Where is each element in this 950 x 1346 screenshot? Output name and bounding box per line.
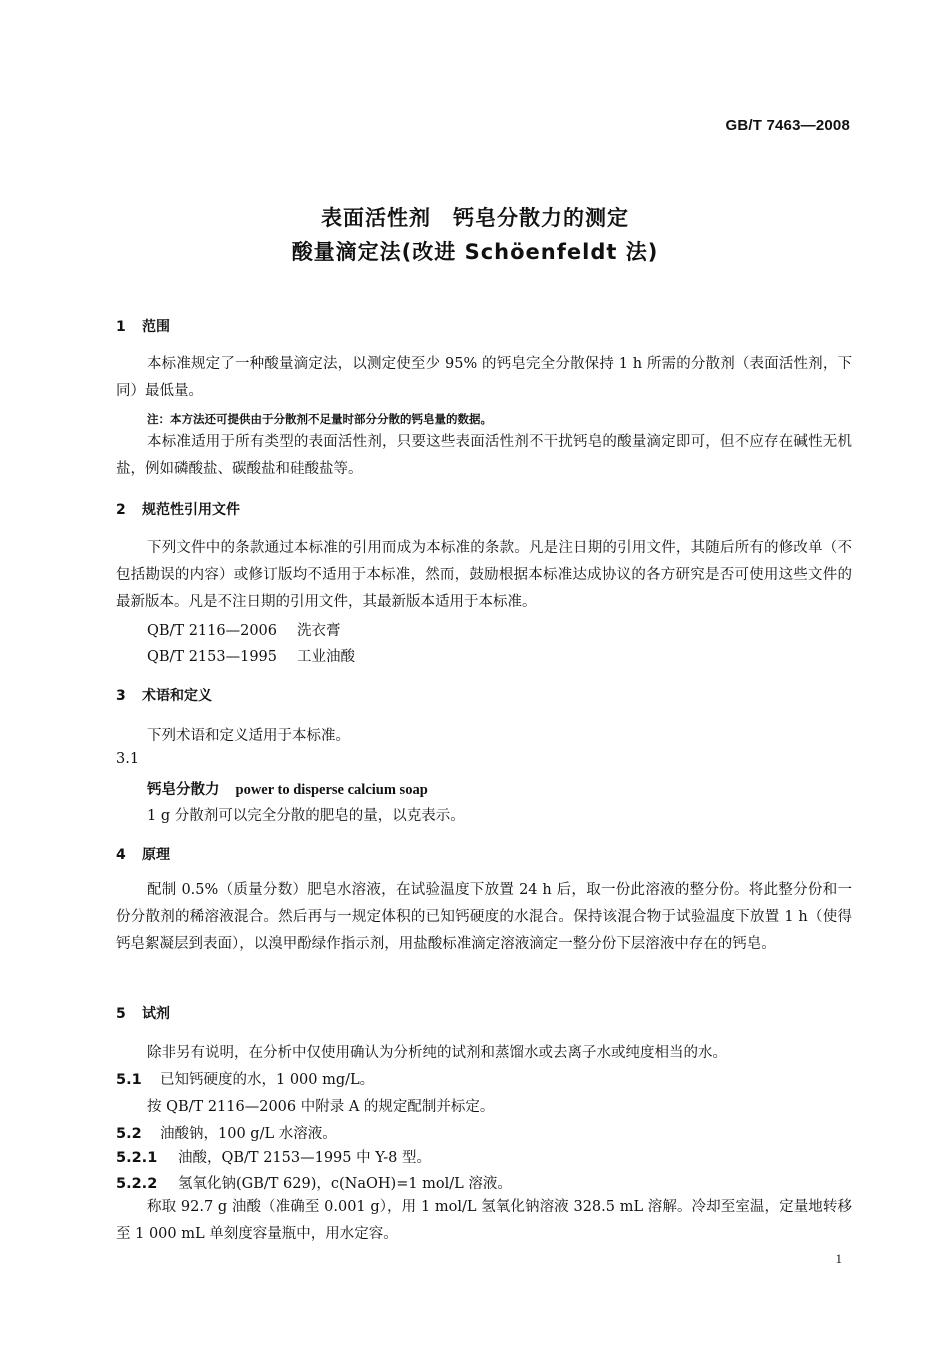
- reference-item: [147, 619, 341, 640]
- section-number: 2: [116, 502, 126, 518]
- section-2-paragraph-1: 下列文件中的条款通过本标准的引用而成为本标准的条款。凡是注日期的引用文件，其随后所有的修改单（不包括勘误的内容）或修订版均不适用于本标准，然而，鼓励根据本标准达成协议的各方研究是否可使用这些文件的最新版本。凡是不注日期的引用文件，其最新版本适用于本标准。: [116, 540, 852, 610]
- section-3-paragraph-1: 下列术语和定义适用于本标准。: [147, 728, 350, 744]
- item-text: 氢氧化钠(GB/T 629)，c(NaOH)=1 mol/L 溶液。: [178, 1176, 512, 1192]
- item-number: 5.1: [116, 1072, 142, 1088]
- section-number: 5: [116, 1006, 126, 1022]
- page-number: 1: [835, 1251, 842, 1266]
- item-5-2-2-text: 称取 92.7 g 油酸（准确至 0.001 g），用 1 mol/L 氢氧化钠溶液 328.5 mL 溶解。冷却至室温，定量地转移至 1 000 mL 单刻度容量瓶中，用水定容。: [116, 1199, 852, 1242]
- section-1-heading: [116, 316, 170, 336]
- item-number: 5.2: [116, 1126, 142, 1142]
- term-english: power to disperse calcium soap: [235, 782, 428, 798]
- item-5-1: [116, 1068, 374, 1089]
- section-5-heading: [116, 1003, 170, 1023]
- section-number: 4: [116, 847, 126, 863]
- item-5-1-text: 按 QB/T 2116—2006 中附录 A 的规定配制并标定。: [147, 1099, 495, 1115]
- section-title: 术语和定义: [142, 688, 212, 704]
- reference-code: QB/T 2153—1995: [147, 649, 278, 665]
- section-4-heading: [116, 844, 170, 864]
- section-3-heading: [116, 685, 212, 705]
- section-2-heading: [116, 499, 240, 519]
- reference-item: [147, 645, 355, 666]
- item-number: 5.2.2: [116, 1176, 158, 1192]
- section-number: 1: [116, 319, 126, 335]
- reference-code: QB/T 2116—2006: [147, 623, 278, 639]
- title-line-2: 酸量滴定法(改进 Schöenfeldt 法): [291, 240, 659, 264]
- section-title: 试剂: [142, 1006, 170, 1022]
- standard-number: GB/T 7463—2008: [725, 117, 850, 134]
- subsection-3-1-number: 3.1: [116, 751, 140, 767]
- section-5-paragraph-1: 除非另有说明，在分析中仅使用确认为分析纯的试剂和蒸馏水或去离子水或纯度相当的水。: [147, 1045, 727, 1061]
- item-text: 油酸，QB/T 2153—1995 中 Y-8 型。: [178, 1150, 431, 1166]
- item-text: 油酸钠，100 g/L 水溶液。: [160, 1126, 337, 1142]
- item-5-2-1: [116, 1146, 431, 1167]
- section-title: 原理: [142, 847, 170, 863]
- section-1-paragraph-1: 本标准规定了一种酸量滴定法，以测定使至少 95% 的钙皂完全分散保持 1 h 所需的分散剂（表面活性剂，下同）最低量。: [116, 356, 852, 399]
- item-5-2: [116, 1122, 337, 1143]
- section-title: 规范性引用文件: [142, 502, 240, 518]
- section-title: 范围: [142, 319, 170, 335]
- item-text: 已知钙硬度的水，1 000 mg/L。: [160, 1072, 375, 1088]
- item-5-2-2: [116, 1172, 512, 1193]
- section-1-note: 注：本方法还可提供由于分散剂不足量时部分分散的钙皂量的数据。: [147, 412, 492, 426]
- section-1-paragraph-2: 本标准适用于所有类型的表面活性剂，只要这些表面活性剂不干扰钙皂的酸量滴定即可，但不应存在碱性无机盐，例如磷酸盐、碳酸盐和硅酸盐等。: [116, 434, 852, 477]
- item-number: 5.2.1: [116, 1150, 158, 1166]
- term-definition: 1 g 分散剂可以完全分散的肥皂的量，以克表示。: [147, 808, 465, 824]
- section-number: 3: [116, 688, 126, 704]
- reference-name: 工业油酸: [297, 649, 355, 665]
- section-4-paragraph-1: 配制 0.5%（质量分数）肥皂水溶液，在试验温度下放置 24 h 后，取一份此溶液的整分份。将此整分份和一份分散剂的稀溶液混合。然后再与一规定体积的已知钙硬度的水混合。保持该混合物于试验温度下放置 1 h（使得钙皂絮凝层到表面），以溴甲酚绿作指示剂，用盐酸标准滴定溶液滴定一整分份下层溶液中存在的钙皂。: [116, 882, 852, 952]
- reference-name: 洗衣膏: [297, 623, 341, 639]
- term-entry: [147, 778, 428, 799]
- title-line-1: 表面活性剂 钙皂分散力的测定: [321, 206, 629, 230]
- term-chinese: 钙皂分散力: [147, 782, 220, 798]
